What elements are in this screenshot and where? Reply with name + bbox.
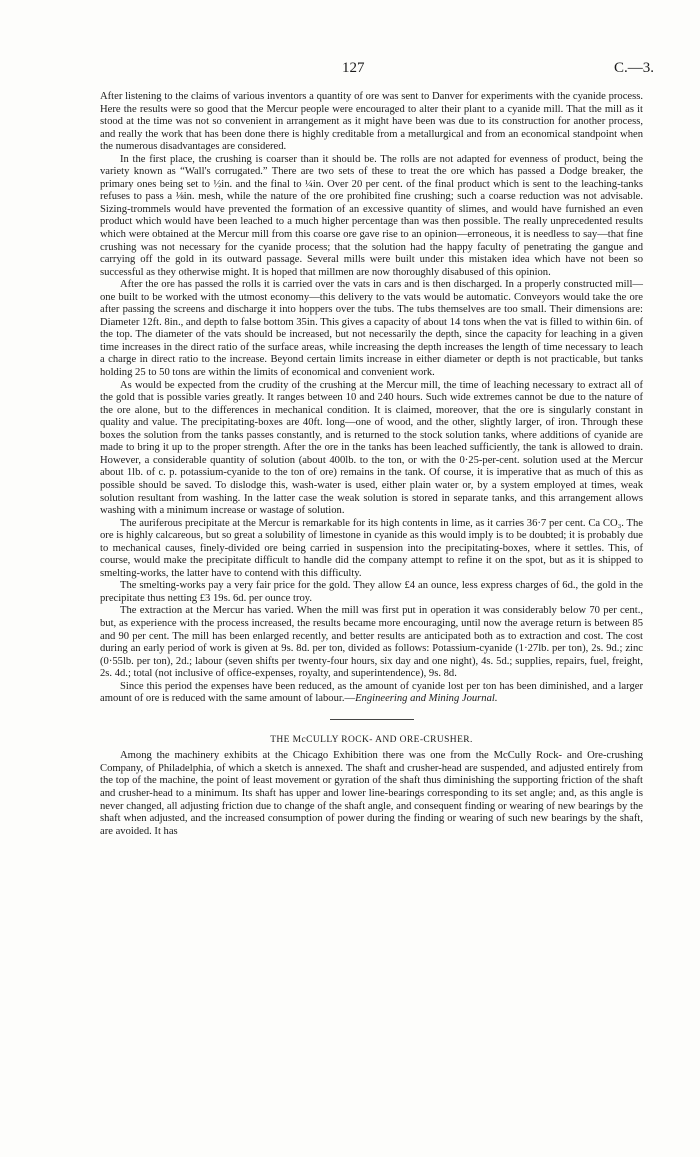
- paragraph: Among the machinery exhibits at the Chicago Exhibition there was one from the McCully Rock- and Ore-crushing Company, of Philadelphia, of which a sketch is annexed. The shaft and crusher-head are suspended, and adjusted entirely from the top of the machine, the point of least movement or gyration of the shaft thus diminishing the supporting friction of the shaft and crusher-head to a minimum. Its shaft has upper and lower line-bearings corresponding to its set angle; and, as this angle is never changed, all adjusting friction due to change of the shaft angle, and consequent finding or wearing of new bearings by the shaft when adjusted, and the increased consumption of power during the finding or wearing of such new bearings by the shaft, are avoided. It has: [100, 750, 643, 837]
- running-head: [100, 60, 654, 80]
- section-heading: THE McCULLY ROCK- AND ORE-CRUSHER.: [270, 734, 473, 745]
- document-reference: C.—3.: [613, 60, 654, 76]
- paragraph: The auriferous precipitate at the Mercur is remarkable for its high contents in lime, as it carries 36·7 per cent. Ca CO₃. The ore is highly calcareous, but so great a solubility of limestone in cyanide as this would imply is to be doubted; it is probably due to mechanical causes, finely-divided ore being carried in suspension into the precipitating-boxes, where it settles. This, of course, would make the precipitate difficult to handle did the company attempt to refine it on the spot, but as it is shipped to smelting-works, the latter have to contend with this difficulty.: [100, 517, 643, 579]
- body-text: [100, 91, 643, 838]
- page-number: 127: [342, 60, 365, 76]
- paragraph: After the ore has passed the rolls it is carried over the vats in cars and is then discharged. In a properly constructed mill—one built to be worked with the utmost economy—this delivery to the vats would be automatic. Conveyors would take the ore after passing the screens and discharge it into hoppers over the tubs. The tubs themselves are too small. Their dimensions are: Diameter 12ft. 8in., and depth to false bottom 35in. This gives a capacity of about 14 tons when the vat is filled to within 6in. of the top. The diameter of the vats should be increased, but not necessarily the depth, since the capacity for leaching in a given time increases in the direct ratio of the surface areas, while increasing the depth increases the length of time necessary to leach a charge in direct ratio to the increase. Beyond certain limits increase in either diameter or depth is not practicable, but tanks holding 25 to 50 tons are within the limits of economical and convenient work.: [100, 279, 643, 379]
- paragraph-with-source: [100, 681, 643, 706]
- paragraph: As would be expected from the crudity of the crushing at the Mercur mill, the time of leaching necessary to extract all of the gold that is possible varies greatly. It ranges between 10 and 240 hours. Such wide extremes cannot be due to the nature of the ore alone, but to the differences in mechanical condition. It is claimed, moreover, that the ore is singularly constant in quality and value. The precipitating-boxes are 40ft. long—one of wood, and the other, slightly larger, of iron. Through these boxes the solution from the tanks passes constantly, and is returned to the stock solution tanks, where additions of cyanide are made to bring it up to the proper strength. After the ore in the tanks has been leached sufficiently, the tank is allowed to drain. However, a considerable quantity of solution (about 400lb. to the ton, or with the 0·25-per-cent. solution used at the Mercur about 1lb. of c. p. potassium-cyanide to the ton of ore) remains in the tank. Of course, it is imperative that as much of this as possible should be saved. To dislodge this, wash-water is used, either plain water or, by a system employed at times, weak solution resultant from washing. In the latter case the weak solution is stored in separate tanks, and this arrangement allows washing with a minimum increase or wastage of solution.: [100, 379, 643, 517]
- paragraph: The smelting-works pay a very fair price for the gold. They allow £4 an ounce, less express charges of 6d., the gold in the precipitate thus netting £3 19s. 6d. per ounce troy.: [100, 580, 643, 604]
- source-citation: Engineering and Mining Journal.: [355, 693, 498, 705]
- paragraph: In the first place, the crushing is coarser than it should be. The rolls are not adapted for evenness of product, being the variety known as “Wall's corrugated.” There are two sets of these to treat the ore which has passed a Dodge breaker, the primary ones being set to ½in. and the final to ¼in. Over 20 per cent. of the final product which is sent to the leaching-tanks refuses to pass a ⅛in. mesh, while the nature of the ore prohibited fine crushing; such a coarse reduction was not advisable. Sizing-trommels would have prevented the formation of an excessive quantity of slimes, and would have furnished an even product which would have been leached to a much higher percentage than was then possible. The really unprecedented results which were obtained at the Mercur mill from this coarse ore gave rise to an opinion—erroneous, it is needless to say—that fine crushing was not necessary for the cyanide process; that the solution had the happy faculty of penetrating the gangue and carrying off the gold in its outward passage. Several mills were built under this mistaken idea which have not been so successful as they otherwise might. It is hoped that millmen are now thoroughly disabused of this opinion.: [100, 153, 643, 278]
- section-divider: [330, 719, 414, 720]
- paragraph: After listening to the claims of various inventors a quantity of ore was sent to Danver for experiments with the cyanide process. Here the results were so good that the Mercur people were encouraged to alter their plant to a cyanide mill. That the mill as it stood at the time was not so convenient in arrangement as it might have been was due to its construction for another process, and really the work that has been done there is highly creditable from a metallurgical and from an economical standpoint when the numerous disadvantages are considered.: [100, 91, 643, 153]
- paragraph-text: Since this period the expenses have been reduced, as the amount of cyanide lost per ton has been diminished, and a larger amount of ore is reduced with the same amount of labour.—: [100, 680, 643, 705]
- paragraph: The extraction at the Mercur has varied. When the mill was first put in operation it was considerably below 70 per cent., but, as experience with the process increased, the results became more encouraging, until now the average return is between 85 and 90 per cent. The mill has been enlarged recently, and better results are anticipated both as to extraction and cost. The cost during an early period of work is given at 9s. 8d. per ton, divided as follows: Potassium-cyanide (1·27lb. per ton), 2s. 9d.; zinc (0·55lb. per ton), 2d.; labour (seven shifts per twenty-four hours, six day and one night), 4s. 5d.; supplies, repairs, fuel, freight, 2s. 4d.; total (not inclusive of office-expenses, royalty, and superintendence), 9s. 8d.: [100, 605, 643, 680]
